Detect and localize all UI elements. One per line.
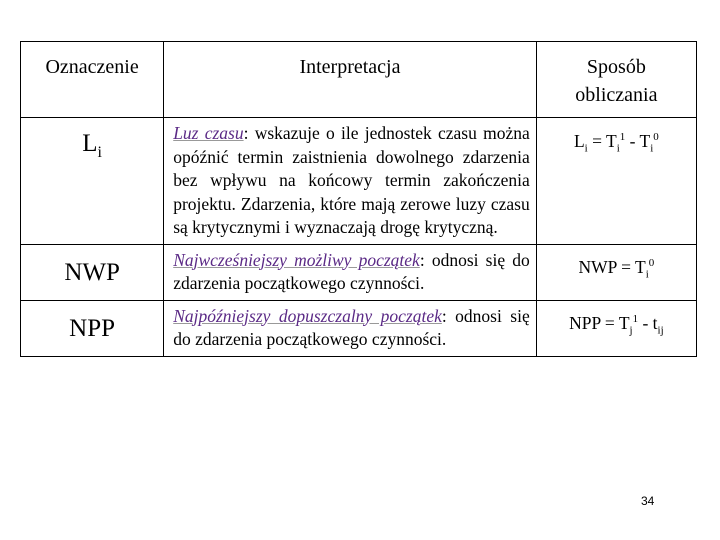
header-interpretacja: Interpretacja	[164, 42, 537, 118]
formula-li: $L_i = T_i^1 - T_i^0$	[536, 118, 696, 245]
term-npp: Najpóźniejszy dopuszczalny początek	[173, 305, 442, 326]
symbol-npp: NPP	[21, 300, 164, 356]
term-luz-czasu: Luz czasu	[173, 123, 244, 143]
header-oznaczenie: Oznaczenie	[21, 42, 164, 118]
description-li: Luz czasu: wskazuje o ile jednostek czasu można opóźnić termin zaistnienia dowolnego zdarzenia bez wpływu na końcowy termin zakończenia projektu. Zdarzenia, które mają zerowe luzy czasu są krytycznymi i wyznaczają drogę krytyczną.	[164, 118, 537, 245]
page-number: 34	[641, 494, 655, 508]
formula-nwp: NWP = $T_i^0$	[536, 244, 696, 300]
table-row-li	[21, 118, 697, 245]
symbol-li: $L_i$	[21, 118, 164, 245]
description-npp: Najpóźniejszy dopuszczalny początek: odnosi się do zdarzenia początkowego czynności.	[164, 300, 537, 356]
header-row	[21, 42, 697, 118]
definitions-table	[20, 41, 697, 357]
table-row-npp	[21, 300, 697, 356]
table-row-nwp	[21, 244, 697, 300]
symbol-nwp: NWP	[21, 244, 164, 300]
header-sposob-obliczania: Sposób obliczania	[536, 42, 696, 118]
description-nwp: Najwcześniejszy możliwy początek: odnosi się do zdarzenia początkowego czynności.	[164, 244, 537, 300]
term-nwp: Najwcześniejszy możliwy początek	[173, 249, 420, 270]
formula-npp: NPP = $T_j^1 - t_{ij}$	[536, 300, 696, 356]
